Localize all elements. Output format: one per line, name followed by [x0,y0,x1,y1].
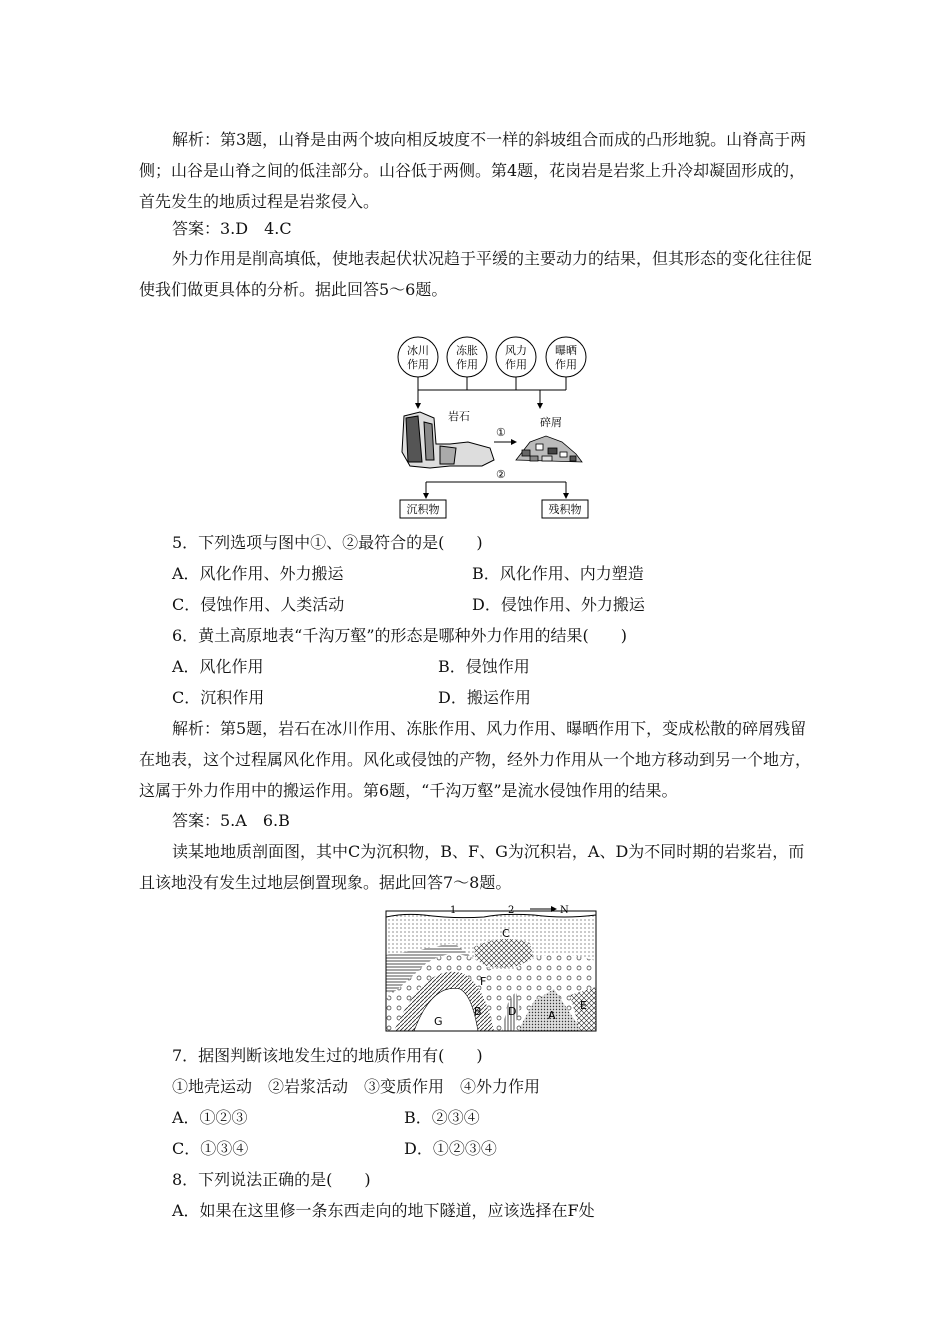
wind-label-l1: 风力 [505,344,527,357]
q5-stem: 5．下列选项与图中①、②最符合的是( ) [172,533,483,552]
frost-label-l1: 冻胀 [456,344,478,357]
q6-option-b: B．侵蚀作用 [438,657,530,676]
q6-option-c: C．沉积作用 [172,688,265,707]
debris-pile [516,436,582,462]
q6-option-d: D．搬运作用 [438,688,531,707]
q5-option-b: B．风化作用、内力塑造 [472,564,644,583]
intro-paragraph-2: 外力作用是削高填低，使地表起伏状况趋于平缓的主要动力的结果，但其形态的变化往往促使我们做更具体的分析。据此回答5～6题。 [139,249,813,299]
q8-stem: 8．下列说法正确的是( ) [172,1170,371,1189]
label-f: F [480,975,487,988]
q6-stem: 6．黄土高原地表“千沟万壑”的形态是哪种外力作用的结果( ) [172,626,628,645]
q5-option-a: A．风化作用、外力搬运 [172,564,344,583]
arrow2-label: ② [496,468,506,481]
q7-options-line: ①地壳运动 ②岩浆活动 ③变质作用 ④外力作用 [172,1077,541,1096]
sun-label-l1: 曝晒 [555,344,577,357]
svg-text:作用: 作用 [456,358,478,371]
intro-paragraph-3: 读某地地质剖面图，其中C为沉积物，B、F、G为沉积岩，A、D为不同时期的岩浆岩，而且该地没有发生过地层倒置现象。据此回答7～8题。 [139,842,805,892]
residual-box: 残积物 [548,503,582,516]
svg-text:作用: 作用 [505,358,527,371]
svg-text:作用: 作用 [555,358,577,371]
label-a: A [548,1009,556,1022]
rock-label: 岩石 [448,410,470,423]
q6-option-a: A．风化作用 [172,657,264,676]
answer-line-1: 答案：3.D 4.C [172,219,292,238]
glacier-label-l1: 冰川 [407,344,429,357]
label-e: E [580,999,587,1012]
marker-2: 2 [508,905,515,916]
q7-option-c: C．①③④ [172,1139,249,1158]
q8-option-a: A．如果在这里修一条东西走向的地下隧道，应该选择在F处 [172,1201,595,1220]
geologic-section-diagram [384,903,600,1033]
svg-text:作用: 作用 [407,358,429,371]
q5-option-c: C．侵蚀作用、人类活动 [172,595,345,614]
q7-option-d: D．①②③④ [404,1139,497,1158]
q5-option-d: D．侵蚀作用、外力搬运 [472,595,645,614]
sediment-box: 沉积物 [406,503,440,516]
label-c: C [502,927,510,940]
arrow1-label: ① [496,426,506,439]
north-label: N [560,905,569,916]
label-b: B [474,1005,482,1018]
q7-stem: 7．据图判断该地发生过的地质作用有( ) [172,1046,483,1065]
label-g: G [434,1015,443,1028]
marker-1: 1 [450,905,457,916]
q7-option-a: A．①②③ [172,1108,248,1127]
debris-label: 碎屑 [540,416,562,429]
q7-option-b: B．②③④ [404,1108,480,1127]
weathering-diagram [390,332,610,522]
answer-line-2: 答案：5.A 6.B [172,811,290,830]
label-d: D [508,1005,517,1018]
analysis-paragraph-2: 解析：第5题，岩石在冰川作用、冻胀作用、风力作用、曝晒作用下，变成松散的碎屑残留在地表，这个过程属风化作用。风化或侵蚀的产物，经外力作用从一个地方移动到另一个地方，这属于外力作用中的搬运作用。第6题，“千沟万壑”是流水侵蚀作用的结果。 [139,719,812,800]
analysis-paragraph-1: 解析：第3题，山脊是由两个坡向相反坡度不一样的斜坡组合而成的凸形地貌。山脊高于两侧；山谷是山脊之间的低洼部分。山谷低于两侧。第4题，花岗岩是岩浆上升冷却凝固形成的，首先发生的地质过程是岩浆侵入。 [139,130,807,211]
